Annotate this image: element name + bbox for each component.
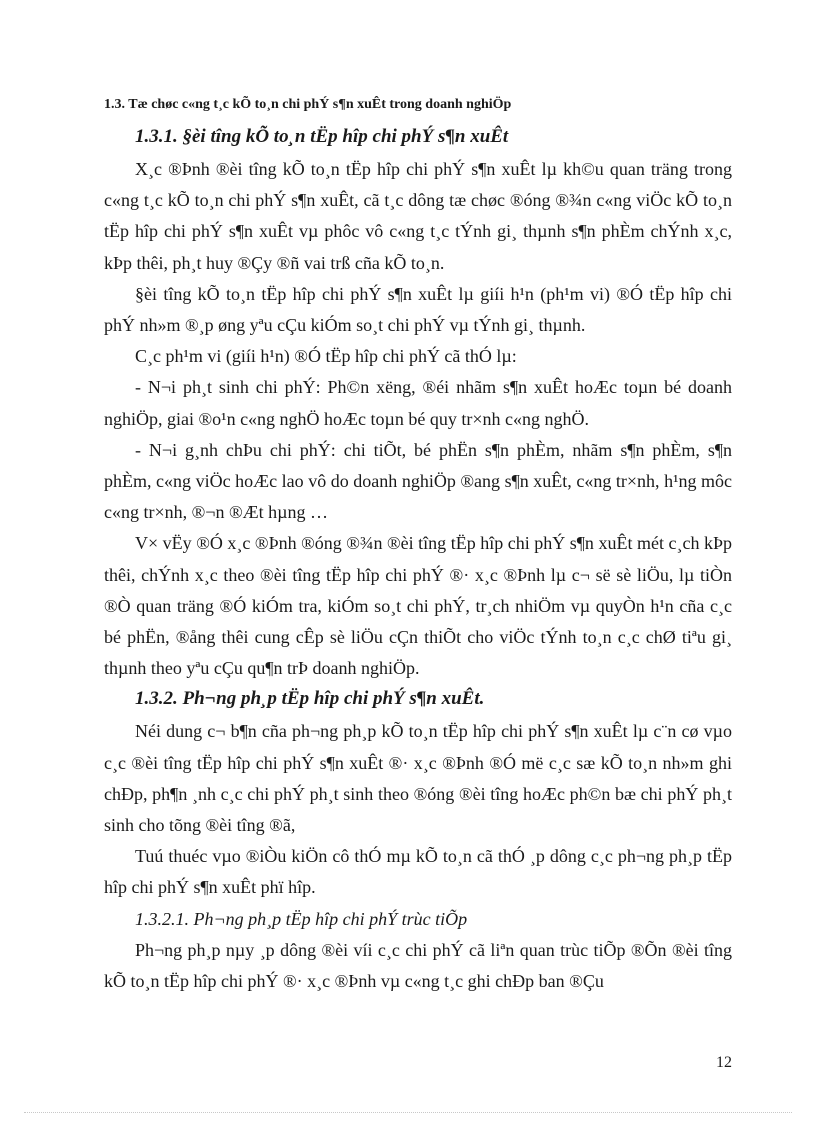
paragraph: §èi tîng kÕ to¸n tËp hîp chi phÝ s¶n xuÊt lµ giíi h¹n (ph¹m vi) ®Ó tËp hîp chi phÝ nh»m ®¸p øng yªu cÇu kiÓm so¸t chi phÝ vµ tÝnh gi¸ thµnh. <box>104 283 732 336</box>
page-number: 12 <box>716 1054 732 1071</box>
paragraph: Néi dung c¬ b¶n cña ph¬ng ph¸p kÕ to¸n tËp hîp chi phÝ s¶n xuÊt lµ c¨n cø vµo c¸c ®èi tîng tËp hîp chi phÝ s¶n xuÊt ®· x¸c ®Þnh ®Ó më c¸c sæ kÕ to¸n nh»m ghi chÐp, ph¶n ¸nh c¸c chi phÝ ph¸t sinh theo ®óng ®èi tîng hoÆc ph©n bæ chi phÝ ph¸t sinh cho tõng ®èi tîng ®ã, <box>104 721 732 836</box>
paragraph: - N¬i ph¸t sinh chi phÝ: Ph©n xëng, ®éi nhãm s¶n xuÊt hoÆc toµn bé doanh nghiÖp, giai ®o¹n c«ng nghÖ hoÆc toµn bé quy tr×nh c«ng nghÖ. <box>104 377 732 429</box>
section-heading: 1.3. Tæ chøc c«ng t¸c kÕ to¸n chi phÝ s¶n xuÊt trong doanh nghiÖp <box>104 97 512 112</box>
paragraph: Tuú thuéc vµo ®iÒu kiÖn cô thÓ mµ kÕ to¸n cã thÓ ¸p dông c¸c ph¬ng ph¸p tËp hîp chi phÝ s¶n xuÊt phï hîp. <box>104 846 732 898</box>
subsubsection-heading-1-3-2-1: 1.3.2.1. Ph¬ng ph¸p tËp hîp chi phÝ trùc tiÕp <box>135 908 468 929</box>
page-body <box>104 92 732 997</box>
subsection-heading-1-3-2: 1.3.2. Ph¬ng ph¸p tËp hîp chi phÝ s¶n xuÊt. <box>135 688 485 710</box>
paragraph: - N¬i g¸nh chÞu chi phÝ: chi tiÕt, bé phËn s¶n phÈm, nhãm s¶n phÈm, s¶n phÈm, c«ng viÖc hoÆc lao vô do doanh nghiÖp ®ang s¶n xuÊt, c«ng tr×nh, h¹ng môc c«ng tr×nh, ®¬n ®Æt hµng … <box>104 439 732 523</box>
subsection-heading-1-3-1: 1.3.1. §èi tîng kÕ to¸n tËp hîp chi phÝ s¶n xuÊt <box>135 126 509 147</box>
paragraph: V× vËy ®Ó x¸c ®Þnh ®óng ®¾n ®èi tîng tËp hîp chi phÝ s¶n xuÊt mét c¸ch kÞp thêi, chÝnh x¸c theo ®èi tîng tËp hîp chi phÝ ®· x¸c ®Þnh lµ c¬ së sè liÖu, lµ tiÒn ®Ò quan träng ®Ó kiÓm tra, kiÓm so¸t chi phÝ, tr¸ch nhiÖm vµ quyÒn h¹n cña c¸c bé phËn, ®ång thêi cung cÊp sè liÖu cÇn thiÕt cho viÖc tÝnh to¸n c¸c chØ tiªu gi¸ thµnh theo yªu cÇu qu¶n trÞ doanh nghiÖp. <box>104 533 732 679</box>
page-bottom-divider <box>24 1112 792 1113</box>
paragraph: X¸c ®Þnh ®èi tîng kÕ to¸n tËp hîp chi phÝ s¶n xuÊt lµ kh©u quan träng trong c«ng t¸c kÕ to¸n chi phÝ s¶n xuÊt, cã t¸c dông tæ chøc ®óng ®¾n c«ng viÖc kÕ to¸n tËp hîp chi phÝ s¶n xuÊt vµ phôc vô c«ng t¸c tÝnh gi¸ thµnh s¶n phÈm chÝnh x¸c, kÞp thêi, ph¸t huy ®Çy ®ñ vai trß cña kÕ to¸n. <box>104 159 732 273</box>
paragraph: C¸c ph¹m vi (giíi h¹n) ®Ó tËp hîp chi phÝ cã thÓ lµ: <box>135 346 517 367</box>
paragraph: Ph¬ng ph¸p nµy ¸p dông ®èi víi c¸c chi phÝ cã liªn quan trùc tiÕp ®Õn ®èi tîng kÕ to¸n tËp hîp chi phÝ ®· x¸c ®Þnh vµ c«ng t¸c ghi chÐp ban ®Çu <box>104 939 732 991</box>
